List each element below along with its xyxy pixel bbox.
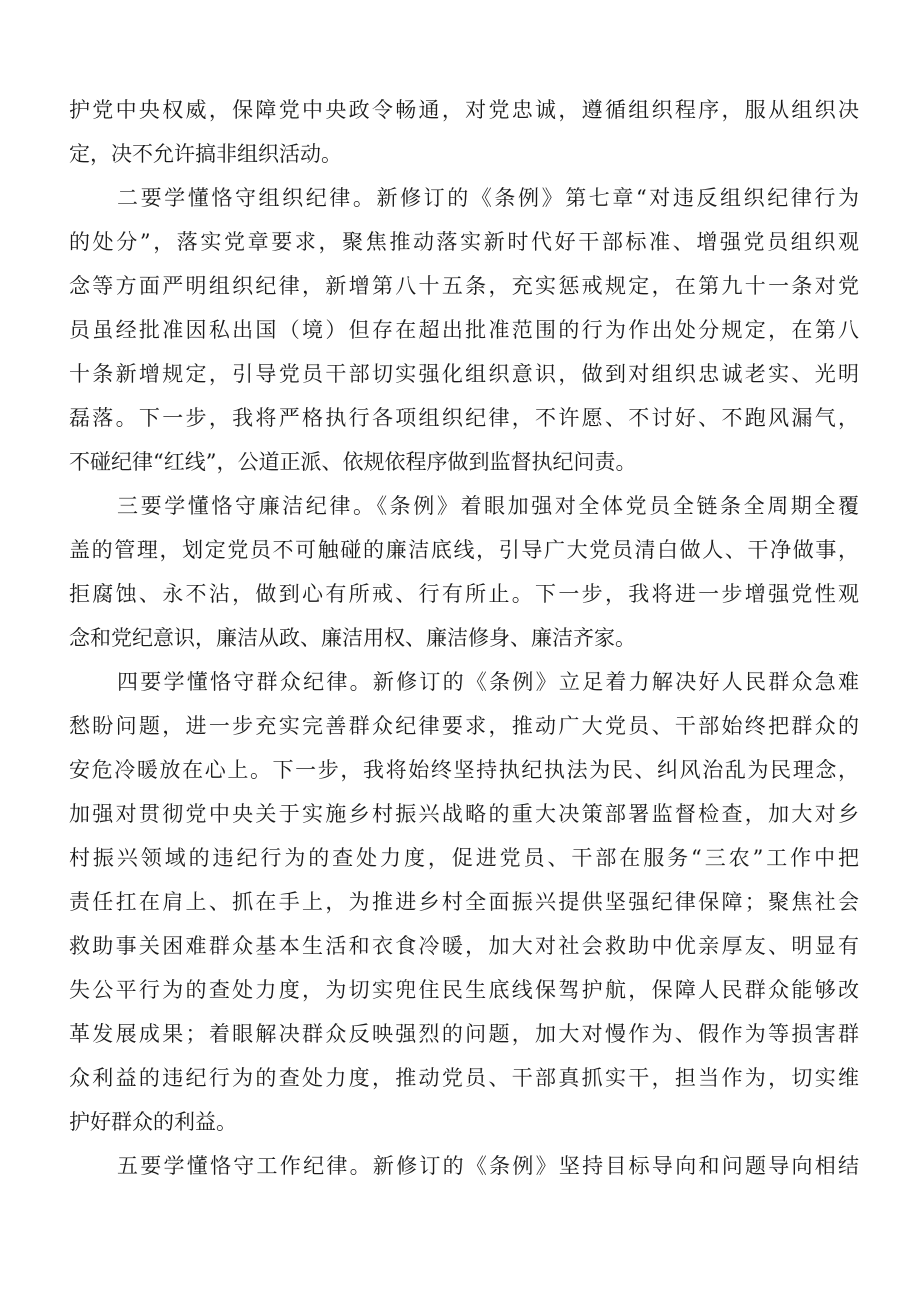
text-line: 念等方面严明组织纪律，新增第八十五条，充实惩戒规定，在第九十一条对党	[69, 274, 859, 298]
text-line: 十条新增规定，引导党员干部切实强化组织意识，做到对组织忠诚老实、光明	[69, 362, 859, 386]
paragraph-2-first-line: 二要学懂恪守组织纪律。新修订的《条例》第七章“对违反组织纪律行为	[117, 186, 859, 210]
text-line: 村振兴领域的违纪行为的查处力度，促进党员、干部在服务“三农”工作中把	[69, 846, 860, 870]
text-line: 革发展成果；着眼解决群众反映强烈的问题，加大对慢作为、假作为等损害群	[69, 1022, 859, 1046]
paragraph-5-first-line: 五要学懂恪守工作纪律。新修订的《条例》坚持目标导向和问题导向相结	[117, 1154, 859, 1178]
paragraph-3-first-line: 三要学懂恪守廉洁纪律。《条例》着眼加强对全体党员全链条全周期全覆	[117, 494, 859, 518]
text-line: 护好群众的利益。	[69, 1110, 237, 1134]
paragraph-4-first-line: 四要学懂恪守群众纪律。新修订的《条例》立足着力解决好人民群众急难	[117, 670, 859, 694]
text-line: 愁盼问题，进一步充实完善群众纪律要求，推动广大党员、干部始终把群众的	[69, 714, 859, 738]
text-line: 念和党纪意识，廉洁从政、廉洁用权、廉洁修身、廉洁齐家。	[69, 626, 636, 650]
text-line: 失公平行为的查处力度，为切实兜住民生底线保驾护航，保障人民群众能够改	[69, 978, 859, 1002]
text-line: 员虽经批准因私出国（境）但存在超出批准范围的行为作出处分规定，在第八	[69, 318, 859, 342]
text-line: 责任扛在肩上、抓在手上，为推进乡村全面振兴提供坚强纪律保障；聚焦社会	[69, 890, 859, 914]
text-line: 护党中央权威，保障党中央政令畅通，对党忠诚，遵循组织程序，服从组织决	[69, 98, 859, 122]
text-line: 不碰纪律“红线”，公道正派、依规依程序做到监督执纪问责。	[69, 450, 637, 474]
text-line: 的处分”，落实党章要求，聚焦推动落实新时代好干部标准、增强党员组织观	[69, 230, 859, 254]
text-line: 安危冷暖放在心上。下一步，我将始终坚持执纪执法为民、纠风治乱为民理念，	[69, 758, 859, 782]
text-line: 救助事关困难群众基本生活和衣食冷暖，加大对社会救助中优亲厚友、明显有	[69, 934, 859, 958]
text-line: 定，决不允许搞非组织活动。	[69, 142, 342, 166]
text-line: 众利益的违纪行为的查处力度，推动党员、干部真抓实干，担当作为，切实维	[69, 1066, 859, 1090]
text-line: 盖的管理，划定党员不可触碰的廉洁底线，引导广大党员清白做人、干净做事，	[69, 538, 859, 562]
text-line: 拒腐蚀、永不沾，做到心有所戒、行有所止。下一步，我将进一步增强党性观	[69, 582, 859, 606]
text-line: 加强对贯彻党中央关于实施乡村振兴战略的重大决策部署监督检查，加大对乡	[69, 802, 859, 826]
text-line: 磊落。下一步，我将严格执行各项组织纪律，不许愿、不讨好、不跑风漏气，	[69, 406, 859, 430]
